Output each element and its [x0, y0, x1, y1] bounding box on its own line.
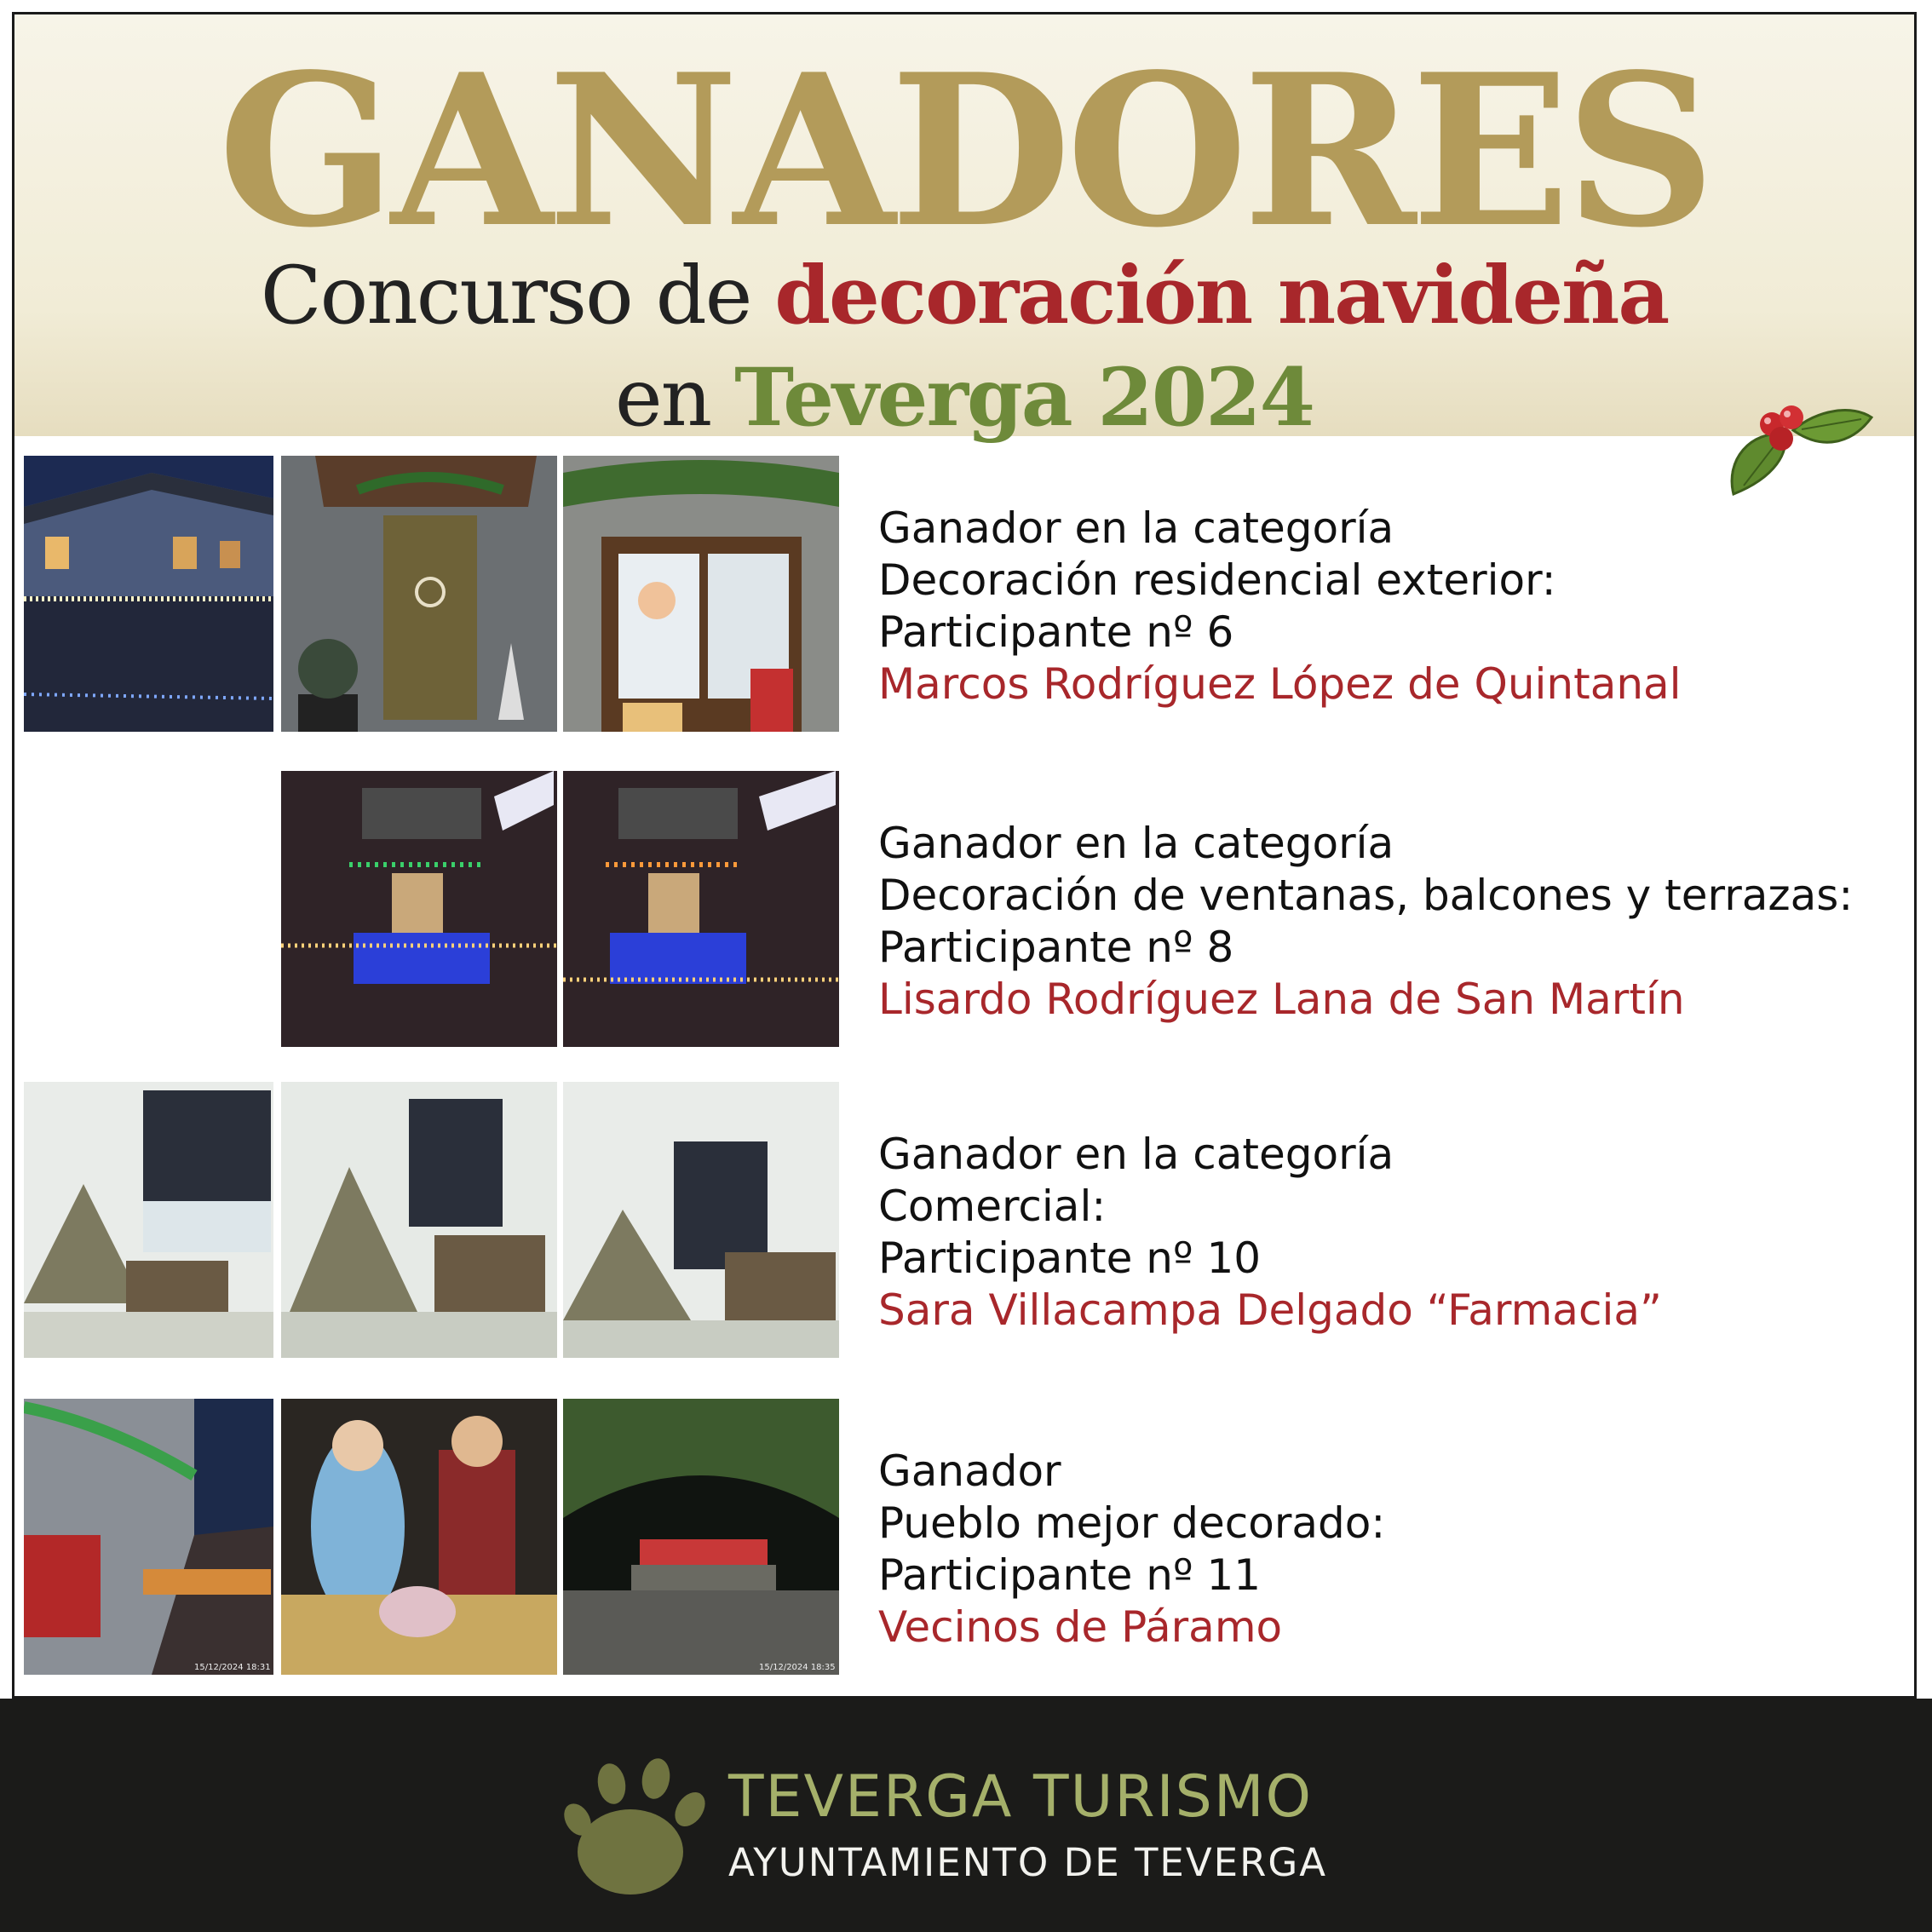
photo-balcony-blue — [281, 771, 557, 1047]
winner-info-2 — [878, 818, 1900, 1026]
winner-info-3 — [878, 1129, 1900, 1337]
subtitle — [14, 249, 1914, 343]
footer — [0, 1699, 1932, 1932]
paw-logo-icon — [561, 1758, 714, 1903]
photo-pharmacy-nativity-3 — [563, 1082, 839, 1358]
line3-prefix: en — [615, 352, 711, 445]
winner-name: Marcos Rodríguez López de Quintanal — [878, 659, 1682, 709]
subtitle-line3 — [14, 351, 1914, 446]
winner-name: Sara Villacampa Delgado “Farmacia” — [878, 1285, 1662, 1335]
participant-number: Participante nº 10 — [878, 1233, 1262, 1283]
category-name: Pueblo mejor decorado: — [878, 1498, 1386, 1548]
subtitle-accent: decoración navideña — [774, 249, 1669, 342]
winner-info-1 — [878, 503, 1900, 710]
winner-row-3 — [24, 1082, 1906, 1358]
participant-number: Participante nº 11 — [878, 1550, 1262, 1600]
photo-house-night — [24, 456, 273, 732]
page-title: GANADORES — [217, 28, 1711, 273]
winner-row-4 — [24, 1399, 1906, 1675]
header — [14, 14, 1914, 445]
participant-number: Participante nº 6 — [878, 607, 1234, 657]
category-name: Comercial: — [878, 1182, 1107, 1231]
photo-timestamp: 15/12/2024 18:31 — [194, 1663, 271, 1672]
photo-timestamp: 15/12/2024 18:35 — [759, 1663, 836, 1672]
photo-crochet-nativity — [281, 1399, 557, 1675]
photo-pharmacy-nativity-1 — [24, 1082, 273, 1358]
line3-accent: Teverga 2024 — [734, 351, 1314, 445]
winner-name: Lisardo Rodríguez Lana de San Martín — [878, 975, 1685, 1024]
category-heading: Ganador — [878, 1446, 1061, 1496]
winner-row-1 — [24, 456, 1906, 732]
winner-name: Vecinos de Páramo — [878, 1602, 1283, 1652]
photo-balcony-orange — [563, 771, 839, 1047]
category-name: Decoración residencial exterior: — [878, 555, 1556, 605]
category-heading: Ganador en la categoría — [878, 1130, 1394, 1179]
category-name: Decoración de ventanas, balcones y terrazas: — [878, 871, 1854, 920]
winner-row-2 — [24, 771, 1906, 1047]
photo-village-street — [24, 1399, 273, 1675]
brand-subtitle: AYUNTAMIENTO DE TEVERGA — [728, 1840, 1328, 1885]
photo-front-door — [281, 456, 557, 732]
photo-village-square — [563, 1399, 839, 1675]
brand-name: TEVERGA TURISMO — [728, 1763, 1314, 1831]
category-heading: Ganador en la categoría — [878, 503, 1394, 553]
winner-info-4 — [878, 1446, 1900, 1653]
photo-window-display — [563, 456, 839, 732]
subtitle-prefix: Concurso de — [260, 250, 751, 342]
participant-number: Participante nº 8 — [878, 923, 1234, 972]
photo-pharmacy-nativity-2 — [281, 1082, 557, 1358]
category-heading: Ganador en la categoría — [878, 819, 1394, 868]
